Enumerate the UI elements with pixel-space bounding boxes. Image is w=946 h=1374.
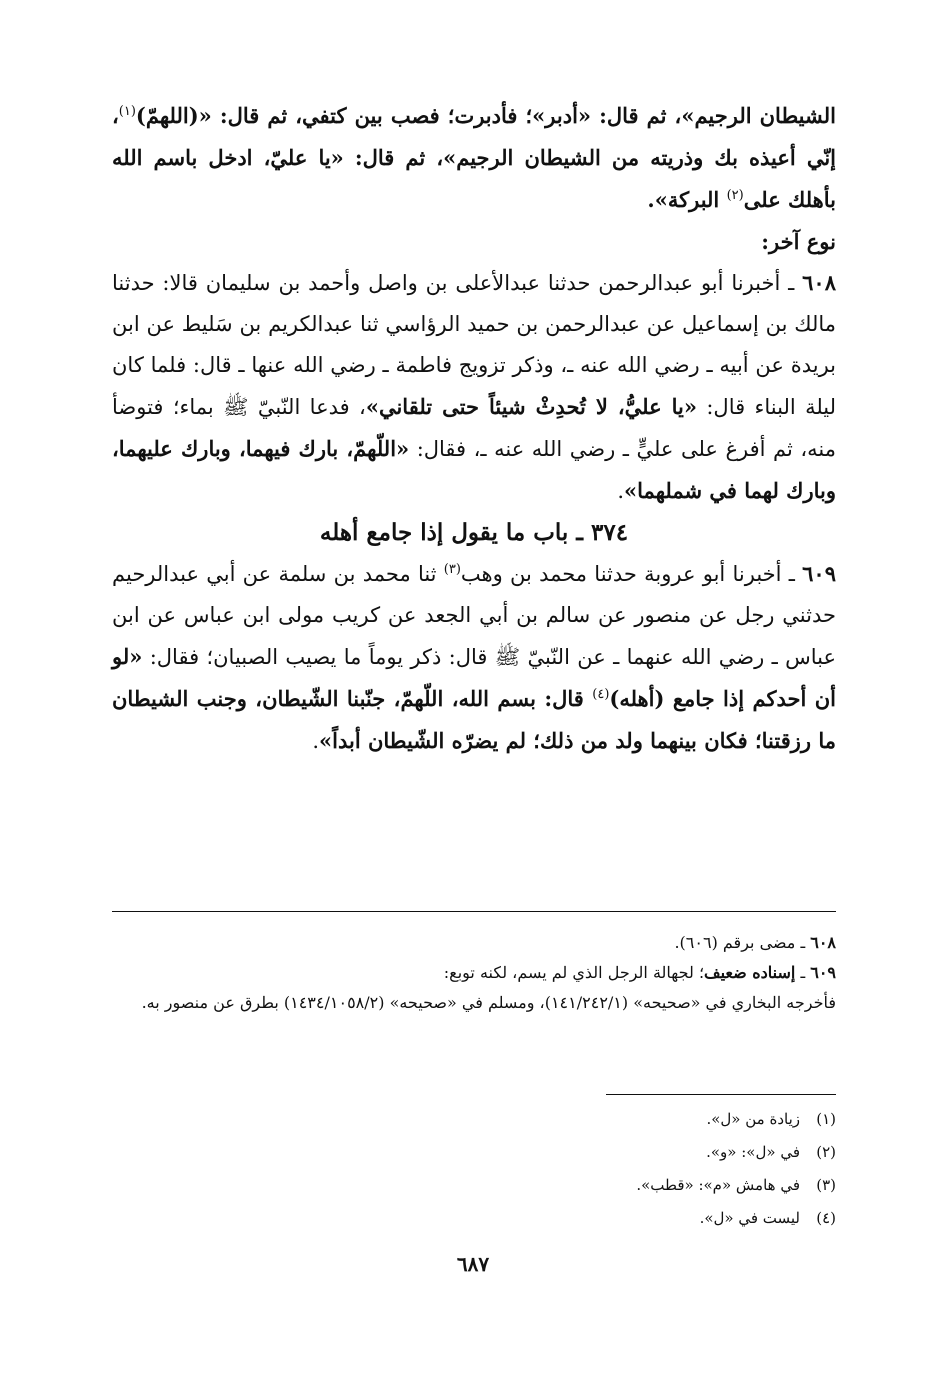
footnote-1-number: (١) xyxy=(816,1110,836,1128)
note-609-line-2: فأخرجه البخاري في «صحيحه» (١٤١/٢٤٢/١)، ومسلم في «صحيحه» (١٤٣٤/١٠٥٨/٢) بطرق عن منصور به. xyxy=(141,993,836,1012)
continuation-paragraph xyxy=(112,95,836,221)
hadith-609 xyxy=(112,553,836,762)
commentary-notes xyxy=(112,928,836,1018)
footnote-ref-2: (٢) xyxy=(726,188,744,203)
hadith-609-text-3: . xyxy=(312,729,320,753)
page-number: ٦٨٧ xyxy=(456,1252,490,1276)
footnote-ref-1: (١) xyxy=(118,104,136,119)
hadith-609-text-1: ـ أخبرنا أبو عروبة حدثنا محمد بن وهب xyxy=(460,562,803,586)
hadith-609-quote-2: قال: بسم الله، اللّهمّ، جنّبنا الشّيطان، وجنب الشيطان ما رزقتنا؛ فكان بينهما ولد من ذلك؛ لم يضرّه الشّيطان أبداً» xyxy=(112,686,836,753)
continuation-text-2: ، إنّي أعيذه بك وذريته من الشيطان الرجيم»، ثم قال: «يا عليّ، ادخل باسم الله بأهلك على xyxy=(112,103,836,212)
footnote-1 xyxy=(112,1103,836,1136)
note-609-grading: إسناده ضعيف xyxy=(704,963,796,982)
subheading: نوع آخر: xyxy=(761,229,836,254)
footnote-2-text: في «ل»: «و». xyxy=(706,1143,800,1161)
footnote-4-text: ليست في «ل». xyxy=(699,1209,800,1227)
note-609-text: ؛ لجهالة الرجل الذي لم يسم، لكنه توبع: xyxy=(443,963,705,982)
continuation-text-1: الشيطان الرجيم»، ثم قال: «أدبر»؛ فأدبرت؛ فصب بين كتفي، ثم قال: «(اللهمّ) xyxy=(135,103,836,128)
hadith-608 xyxy=(112,262,836,512)
footnotes-divider xyxy=(606,1094,836,1095)
footnote-2-number: (٢) xyxy=(816,1143,836,1161)
footnote-4-number: (٤) xyxy=(816,1209,836,1227)
footnote-4 xyxy=(112,1202,836,1235)
hadith-608-quote-2: «اللّهمّ، بارك فيهما، وبارك عليهما، وبارك لهما في شملهما» xyxy=(112,436,836,503)
footnote-3-text: في هامش «م»: «قطب». xyxy=(636,1176,800,1194)
hadith-number-609: ٦٠٩ xyxy=(802,561,836,586)
note-608 xyxy=(112,928,836,958)
note-608-number: ٦٠٨ xyxy=(810,933,836,952)
hadith-608-text-3: . xyxy=(617,479,625,503)
footnote-2 xyxy=(112,1136,836,1169)
footnotes xyxy=(112,1103,836,1235)
footnote-3 xyxy=(112,1169,836,1202)
notes-divider xyxy=(112,911,836,912)
hadith-608-text-2: ، فدعا النّبيّ ﷺ بماء؛ فتوضأ منه، ثم أفرغ على عليٍّ ـ رضي الله عنه ـ، فقال: xyxy=(112,395,836,461)
footnote-3-number: (٣) xyxy=(816,1176,836,1194)
note-609-number: ٦٠٩ xyxy=(810,963,836,982)
footnote-ref-4: (٤) xyxy=(592,687,610,702)
hadith-number-608: ٦٠٨ xyxy=(802,270,836,295)
chapter-heading: ٣٧٤ ـ باب ما يقول إذا جامع أهله xyxy=(319,519,629,546)
note-609-separator: ـ xyxy=(795,963,811,982)
hadith-608-text-1: ـ أخبرنا أبو عبدالرحمن حدثنا عبدالأعلى بن واصل وأحمد بن سليمان قالا: حدثنا مالك بن إسماعيل عن عبدالرحمن بن حميد الرؤاسي ثنا عبدالكريم بن سَليط عن ابن بريدة عن أبيه ـ رضي الله عنه ـ، وذكر تزويج فاطمة ـ رضي الله عنها ـ قال: فلما كان ليلة البناء قال: xyxy=(112,271,837,419)
hadith-609-text-2: ثنا محمد بن سلمة عن أبي عبدالرحيم حدثني رجل عن منصور عن سالم بن أبي الجعد عن كريب مولى ابن عباس عن ابن عباس ـ رضي الله عنهما ـ عن النّبيّ ﷺ قال: ذكر يوماً ما يصيب الصبيان؛ فقال: xyxy=(112,562,836,669)
continuation-text-3: البركة». xyxy=(647,187,727,212)
main-text xyxy=(112,95,836,762)
footnote-1-text: زيادة من «ل». xyxy=(706,1110,800,1128)
note-608-text: ـ مضى برقم (٦٠٦). xyxy=(674,933,811,952)
footnote-ref-3: (٣) xyxy=(443,562,461,577)
hadith-608-quote-1: «يا عليُّ، لا تُحدِثْ شيئاً حتى تلقاني» xyxy=(365,394,697,419)
hadith-609-quote-1: «لو أن أحدكم إذا جامع (أهله) xyxy=(112,644,837,711)
note-609 xyxy=(112,958,836,988)
